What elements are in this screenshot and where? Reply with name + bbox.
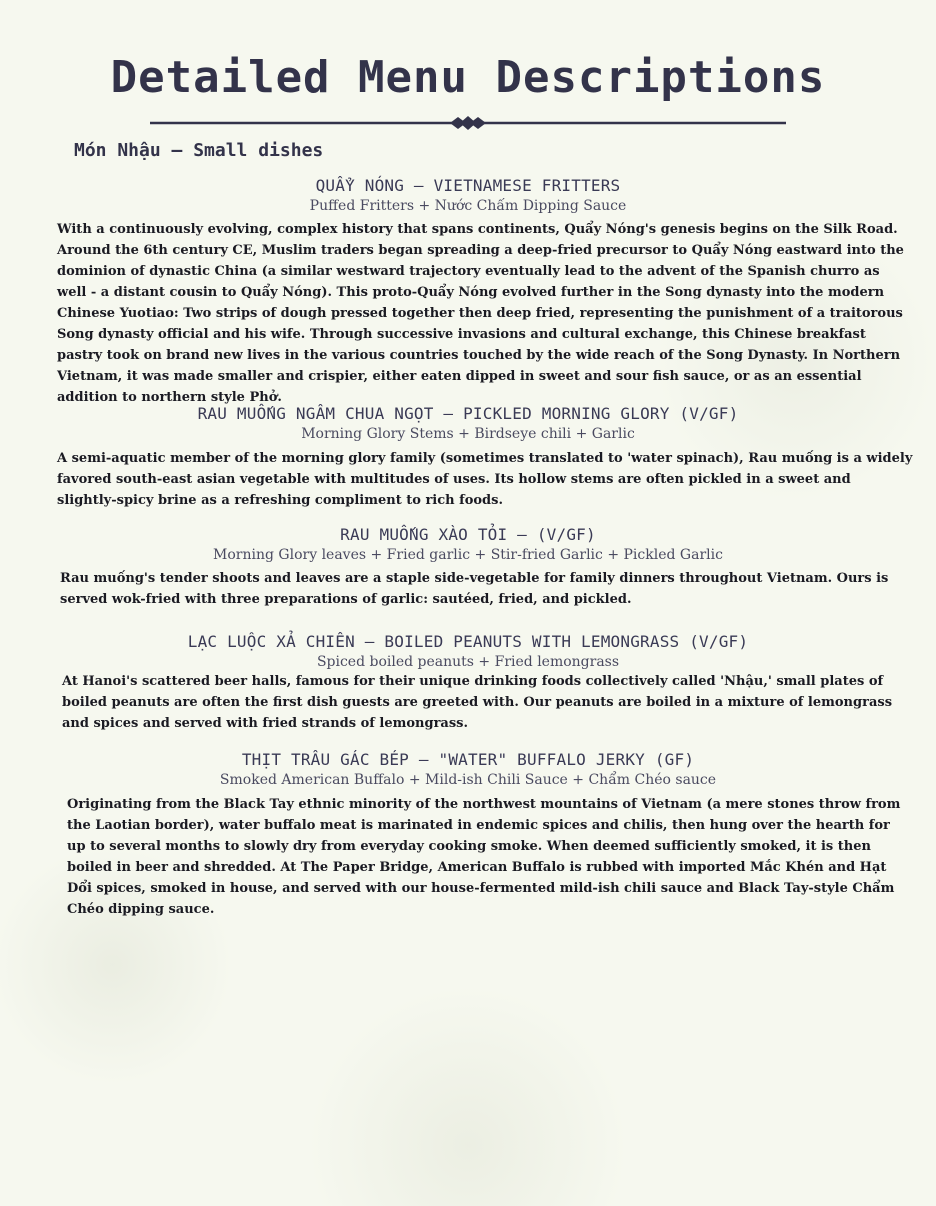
menu-item-stir-fried-morning-glory (0, 525, 936, 610)
section-heading: Món Nhậu – Small dishes (74, 140, 324, 161)
item-ingredients: Spiced boiled peanuts + Fried lemongrass (316, 654, 620, 670)
menu-item-buffalo-jerky (0, 750, 936, 920)
item-description: A semi-aquatic member of the morning glory family (sometimes translated to 'water spinach), Rau muống is a widely favored south-east asian vegetable with multitudes of uses. Its hollow stems are often pickled in a sweet and slightly-spicy brine as a refreshing compliment to rich foods. (57, 451, 913, 508)
item-ingredients: Smoked American Buffalo + Mild-ish Chili Sauce + Chẩm Chéo sauce (219, 772, 717, 788)
item-description: At Hanoi's scattered beer halls, famous for their unique drinking foods collectively called 'Nhậu,' small plates of boiled peanuts are often the first dish guests are greeted with. Our peanuts are boiled in a mixture of lemongrass and spices and served with fried strands of lemongrass. (62, 674, 893, 731)
ornamental-divider (150, 114, 786, 132)
item-name: RAU MUỐNG XÀO TỎI – (V/GF) (340, 525, 596, 544)
page-title: Detailed Menu Descriptions (110, 52, 826, 103)
menu-item-quay-nong (0, 176, 936, 408)
item-name: RAU MUỐNG NGÂM CHUA NGỌT – PICKLED MORNING GLORY (V/GF) (197, 404, 739, 423)
menu-item-pickled-morning-glory (0, 404, 936, 511)
item-name: THỊT TRÂU GÁC BÉP – "WATER" BUFFALO JERKY (GF) (241, 750, 695, 769)
item-ingredients: Puffed Fritters + Nước Chấm Dipping Sauce (309, 198, 627, 214)
item-name: QUẨY NÓNG – VIETNAMESE FRITTERS (315, 176, 621, 195)
item-description: Rau muống's tender shoots and leaves are a staple side-vegetable for family dinners throughout Vietnam. Ours is served wok-fried with three preparations of garlic: sautéed, fried, and pickled. (60, 571, 889, 607)
item-description: Originating from the Black Tay ethnic minority of the northwest mountains of Vietnam (a mere stones throw from the Laotian border), water buffalo meat is marinated in endemic spices and chilis, then hung over the hearth for up to several months to slowly dry from everyday cooking smoke. When deemed sufficiently smoked, it is then boiled in beer and shredded. At The Paper Bridge, American Buffalo is rubbed with imported Mắc Khén and Hạt Dổi spices, smoked in house, and served with our house-fermented mild-ish chili sauce and Black Tay-style Chẩm Chéo dipping sauce. (67, 797, 901, 917)
item-ingredients: Morning Glory leaves + Fried garlic + Stir-fried Garlic + Pickled Garlic (213, 547, 723, 563)
menu-item-boiled-peanuts (0, 632, 936, 734)
item-ingredients: Morning Glory Stems + Birdseye chili + Garlic (301, 426, 635, 442)
item-description: With a continuously evolving, complex history that spans continents, Quẩy Nóng's genesis begins on the Silk Road. Around the 6th century CE, Muslim traders began spreading a deep-fried precursor to Quẩy Nóng eastward into the dominion of dynastic China (a similar westward trajectory eventually lead to the advent of the Spanish churro as well - a distant cousin to Quẩy Nóng). This proto-Quẩy Nóng evolved further in the Song dynasty into the modern Chinese Yuotiao: Two strips of dough pressed together then deep fried, representing the punishment of a traitorous Song dynasty official and his wife. Through successive invasions and cultural exchange, this Chinese breakfast pastry took on brand new lives in the various countries touched by the wide reach of the Song Dynasty. In Northern Vietnam, it was made smaller and crispier, either eaten dipped in sweet and sour fish sauce, or as an essential addition to northern style Phở. (57, 222, 904, 405)
item-name: LẠC LUỘC XẢ CHIÊN – BOILED PEANUTS WITH LEMONGRASS (V/GF) (187, 632, 749, 651)
